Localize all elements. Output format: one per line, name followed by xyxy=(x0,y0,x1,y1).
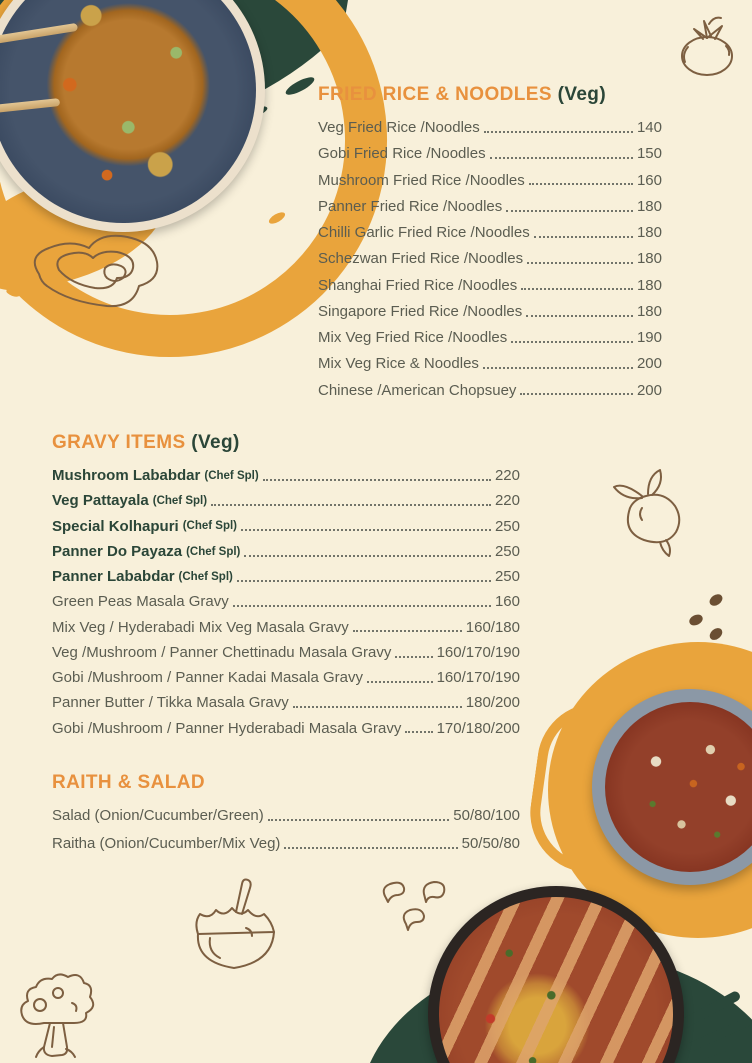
item-price: 170/180/200 xyxy=(436,719,520,737)
dotted-leader xyxy=(527,262,633,264)
item-price: 160/170/190 xyxy=(436,643,520,661)
item-name: Gobi Fried Rice /Noodles xyxy=(318,145,486,163)
dotted-leader xyxy=(353,630,462,632)
broccoli-icon xyxy=(14,963,104,1063)
item-price: 220 xyxy=(494,492,520,510)
menu-item-row xyxy=(52,468,520,484)
item-price: 160 xyxy=(636,171,662,189)
menu-item-row xyxy=(318,146,662,162)
item-price: 200 xyxy=(636,381,662,399)
item-price: 180 xyxy=(636,197,662,215)
item-price: 250 xyxy=(494,568,520,585)
dotted-leader xyxy=(483,367,633,369)
dotted-leader xyxy=(511,341,633,343)
section-title-text: FRIED RICE & NOODLES xyxy=(318,84,552,105)
seeds-icon xyxy=(686,590,728,646)
veg-label: (Veg) xyxy=(557,84,607,105)
dotted-leader xyxy=(263,479,491,481)
item-price: 180 xyxy=(636,224,662,241)
item-name: Mushroom Lababdar xyxy=(52,467,201,484)
menu-item-row xyxy=(318,278,662,294)
dotted-leader xyxy=(506,210,633,212)
item-price: 160/170/190 xyxy=(436,669,520,686)
item-name: Chinese /American Chopsuey xyxy=(318,381,517,399)
dotted-leader xyxy=(405,731,432,733)
section-title xyxy=(52,772,520,794)
menu-item-row xyxy=(318,383,662,399)
section-title xyxy=(52,432,520,454)
section-gravy-items xyxy=(52,432,520,746)
item-name: Special Kolhapuri xyxy=(52,517,179,535)
menu-item-row xyxy=(52,493,520,509)
dotted-leader xyxy=(534,236,633,238)
item-price: 160/180 xyxy=(465,618,520,636)
item-name: Mushroom Fried Rice /Noodles xyxy=(318,171,525,189)
item-chef-special-tag: (Chef Spl) xyxy=(186,545,241,558)
dotted-leader xyxy=(520,393,633,395)
item-price: 180/200 xyxy=(465,694,520,712)
section-raith-salad xyxy=(52,772,520,864)
ginger-root-icon xyxy=(25,222,185,317)
item-price: 180 xyxy=(636,276,662,294)
item-name: Green Peas Masala Gravy xyxy=(52,593,229,611)
menu-item-row xyxy=(52,808,520,824)
item-price: 190 xyxy=(636,329,662,346)
veg-label: (Veg) xyxy=(191,432,240,453)
item-name: Gobi /Mushroom / Panner Hyderabadi Masala Gravy xyxy=(52,719,402,737)
dotted-leader xyxy=(490,157,633,159)
menu-item-row xyxy=(52,721,520,737)
dotted-leader xyxy=(293,706,462,708)
item-price: 250 xyxy=(494,542,520,560)
menu-item-row xyxy=(52,836,520,852)
menu-list xyxy=(52,808,520,852)
menu-item-row xyxy=(318,173,662,189)
dotted-leader xyxy=(237,580,491,582)
menu-item-row xyxy=(318,199,662,215)
menu-item-row xyxy=(318,251,662,267)
item-name: Mix Veg Fried Rice /Noodles xyxy=(318,329,508,346)
dotted-leader xyxy=(268,819,450,821)
menu-item-row xyxy=(52,519,520,535)
item-name: Salad (Onion/Cucumber/Green) xyxy=(52,807,264,824)
menu-item-row xyxy=(318,120,662,136)
menu-item-row xyxy=(52,620,520,636)
item-price: 180 xyxy=(636,250,662,268)
menu-item-row xyxy=(52,670,520,686)
section-title xyxy=(318,84,662,106)
dotted-leader xyxy=(521,288,633,290)
menu-item-row xyxy=(52,695,520,711)
dotted-leader xyxy=(284,847,457,849)
dotted-leader xyxy=(526,315,633,317)
dotted-leader xyxy=(211,504,491,506)
item-chef-special-tag: (Chef Spl) xyxy=(204,469,259,482)
dotted-leader xyxy=(241,529,491,531)
menu-item-row xyxy=(318,330,662,346)
gravy-bowl-contents xyxy=(605,702,752,872)
menu-item-row xyxy=(318,304,662,320)
dotted-leader xyxy=(484,131,633,133)
item-price: 50/50/80 xyxy=(461,834,520,852)
dotted-leader xyxy=(244,555,491,557)
item-price: 200 xyxy=(636,355,662,373)
menu-list xyxy=(52,468,520,736)
item-name: Schezwan Fried Rice /Noodles xyxy=(318,250,524,268)
item-name: Chilli Garlic Fried Rice /Noodles xyxy=(318,224,530,241)
item-name: Veg Fried Rice /Noodles xyxy=(318,119,480,136)
menu-item-row xyxy=(318,225,662,241)
radish-icon xyxy=(604,464,696,566)
item-name: Veg Pattayala xyxy=(52,492,149,510)
item-name: Singapore Fried Rice /Noodles xyxy=(318,302,523,320)
dotted-leader xyxy=(395,656,432,658)
item-name: Panner Butter / Tikka Masala Gravy xyxy=(52,694,289,712)
item-name: Panner Fried Rice /Noodles xyxy=(318,197,503,215)
noodle-soup-contents xyxy=(439,897,673,1063)
dotted-leader xyxy=(233,605,491,607)
item-price: 180 xyxy=(636,302,662,320)
item-name: Gobi /Mushroom / Panner Kadai Masala Gravy xyxy=(52,669,363,686)
tomato-icon xyxy=(676,12,740,80)
item-price: 150 xyxy=(636,145,662,163)
item-price: 250 xyxy=(494,517,520,535)
item-name: Panner Lababdar xyxy=(52,568,175,585)
menu-item-row xyxy=(52,645,520,661)
item-price: 160 xyxy=(494,593,520,611)
item-name: Raitha (Onion/Cucumber/Mix Veg) xyxy=(52,834,281,852)
menu-item-row xyxy=(52,569,520,585)
item-chef-special-tag: (Chef Spl) xyxy=(182,520,238,533)
section-title-text: RAITH & SALAD xyxy=(52,772,205,793)
item-name: Mix Veg / Hyderabadi Mix Veg Masala Gravy xyxy=(52,618,349,636)
menu-item-row xyxy=(52,544,520,560)
item-name: Veg /Mushroom / Panner Chettinadu Masala Gravy xyxy=(52,643,392,661)
item-price: 140 xyxy=(636,119,662,136)
item-price: 220 xyxy=(494,467,520,484)
menu-list xyxy=(318,120,662,398)
item-chef-special-tag: (Chef Spl) xyxy=(178,570,233,583)
dotted-leader xyxy=(529,183,633,185)
section-fried-rice-noodles xyxy=(318,84,662,409)
dotted-leader xyxy=(367,681,433,683)
item-price: 50/80/100 xyxy=(453,807,520,824)
item-chef-special-tag: (Chef Spl) xyxy=(152,495,208,508)
rice-bowl-spoon-icon xyxy=(186,876,286,986)
menu-item-row xyxy=(52,594,520,610)
section-title-text: GRAVY ITEMS xyxy=(52,432,186,453)
item-name: Panner Do Payaza xyxy=(52,542,183,560)
cashew-icon xyxy=(376,880,450,946)
item-name: Mix Veg Rice & Noodles xyxy=(318,355,479,373)
menu-item-row xyxy=(318,356,662,372)
item-name: Shanghai Fried Rice /Noodles xyxy=(318,276,518,294)
